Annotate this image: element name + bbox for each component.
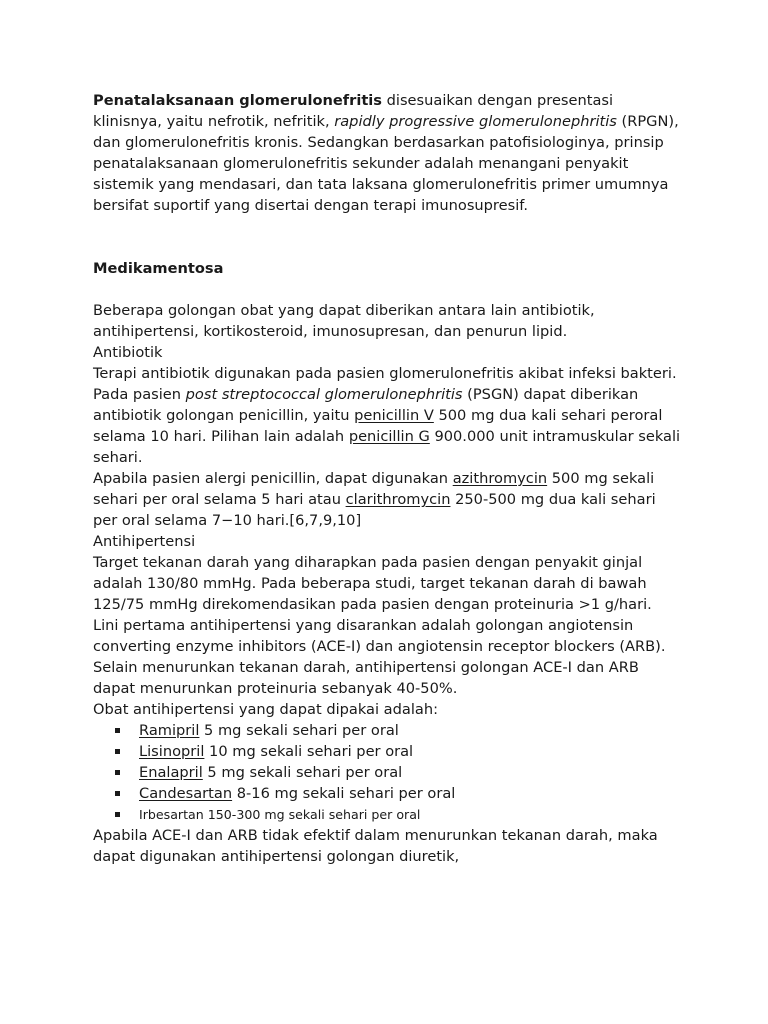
- intro-text-2: (RPGN), dan glomerulonefritis kronis. Sedangkan berdasarkan patofisiologinya, prinsip penatalaksanaan glomerulonefritis sekunder adalah menangani penyakit sistemik yang mendasari, dan tata laksana glomerulonefritis primer umumnya bersifat suportif yang disertai dengan terapi imunosupresif.: [93, 113, 679, 214]
- drug-dose: 10 mg sekali sehari per oral: [204, 743, 414, 760]
- antibiotik-heading: Antibiotik: [93, 344, 163, 361]
- penicillin-g-link[interactable]: penicillin G: [348, 428, 430, 445]
- irbesartan-name: Irbesartan: [139, 807, 204, 822]
- drug-dose: 8-16 mg sekali sehari per oral: [232, 785, 456, 802]
- intro-bold-lead: Penatalaksanaan glomerulonefritis: [93, 92, 382, 109]
- square-bullet-icon: [115, 728, 120, 733]
- list-item: [115, 762, 683, 783]
- square-bullet-icon: [115, 812, 120, 817]
- drug-list-intro: Obat antihipertensi yang dapat dipakai adalah:: [93, 701, 438, 718]
- antihipertensi-paragraph-2: Lini pertama antihipertensi yang disarankan adalah golongan angiotensin converting enzyme inhibitors (ACE-I) dan angiotensin receptor blockers (ARB). Selain menurunkan tekanan darah, antihipertensi golongan ACE-I dan ARB dapat menurunkan proteinuria sebanyak 40-50%.: [93, 617, 666, 697]
- intro-paragraph: [93, 90, 683, 216]
- square-bullet-icon: [115, 770, 120, 775]
- antibiotik-p2-text-a: Apabila pasien alergi penicillin, dapat digunakan: [93, 470, 453, 487]
- drug-dose: 150-300 mg sekali sehari per oral: [203, 807, 421, 822]
- intro-text-1: disesuaikan dengan presentasi klinisnya, yaitu nefrotik, nefritik,: [93, 92, 614, 130]
- drug-dose: 5 mg sekali sehari per oral: [199, 722, 399, 739]
- antibiotik-p2-text-c: 250-500 mg dua kali sehari per oral selama 7−10 hari.[6,7,9,10]: [93, 491, 656, 529]
- antibiotik-p1-italic: post streptococcal glomerulonephritis: [185, 386, 463, 403]
- clarithromycin-link[interactable]: clarithromycin: [345, 491, 451, 508]
- overview-paragraph: Beberapa golongan obat yang dapat diberikan antara lain antibiotik, antihipertensi, kortikosteroid, imunosupresan, dan penurun lipid.: [93, 302, 595, 340]
- list-item: [115, 783, 683, 804]
- drug-dose: 5 mg sekali sehari per oral: [202, 764, 403, 781]
- azithromycin-link[interactable]: azithromycin: [452, 470, 548, 487]
- antibiotik-p1-text-d: 900.000 unit intramuskular sekali sehari.: [93, 428, 681, 466]
- document-body: [93, 90, 683, 867]
- section-heading-medikamentosa: Medikamentosa: [93, 260, 224, 277]
- antihipertensi-paragraph-1: Target tekanan darah yang diharapkan pada pasien dengan penyakit ginjal adalah 130/80 mmHg. Pada beberapa studi, target tekanan darah di bawah 125/75 mmHg direkomendasikan pada pasien dengan proteinuria >1 g/hari.: [93, 554, 652, 613]
- antihipertensi-closing: Apabila ACE-I dan ARB tidak efektif dalam menurunkan tekanan darah, maka dapat digunakan antihipertensi golongan diuretik,: [93, 827, 658, 865]
- antibiotik-p1-text-a: Terapi antibiotik digunakan pada pasien glomerulonefritis akibat infeksi bakteri. Pada pasien: [93, 365, 677, 403]
- intro-italic-term: rapidly progressive glomerulonephritis: [334, 113, 617, 130]
- list-item: [115, 741, 683, 762]
- enalapril-link[interactable]: Enalapril: [139, 764, 203, 781]
- list-item: [115, 720, 683, 741]
- drug-list: [93, 720, 683, 825]
- square-bullet-icon: [115, 749, 120, 754]
- lisinopril-link[interactable]: Lisinopril: [139, 743, 205, 760]
- antibiotik-p2-text-b: 500 mg sekali sehari per oral selama 5 hari atau: [93, 470, 655, 508]
- antibiotik-p1-text-b: (PSGN) dapat diberikan antibiotik golongan penicillin, yaitu: [93, 386, 639, 424]
- antibiotik-p1-text-c: 500 mg dua kali sehari peroral selama 10 hari. Pilihan lain adalah: [93, 407, 663, 445]
- antibiotik-paragraph-1: [93, 363, 683, 468]
- antibiotik-paragraph-2: [93, 468, 683, 531]
- ramipril-link[interactable]: Ramipril: [139, 722, 200, 739]
- candesartan-link[interactable]: Candesartan: [139, 785, 233, 802]
- square-bullet-icon: [115, 791, 120, 796]
- penicillin-v-link[interactable]: penicillin V: [354, 407, 434, 424]
- list-item: [115, 804, 683, 825]
- antihipertensi-heading: Antihipertensi: [93, 533, 196, 550]
